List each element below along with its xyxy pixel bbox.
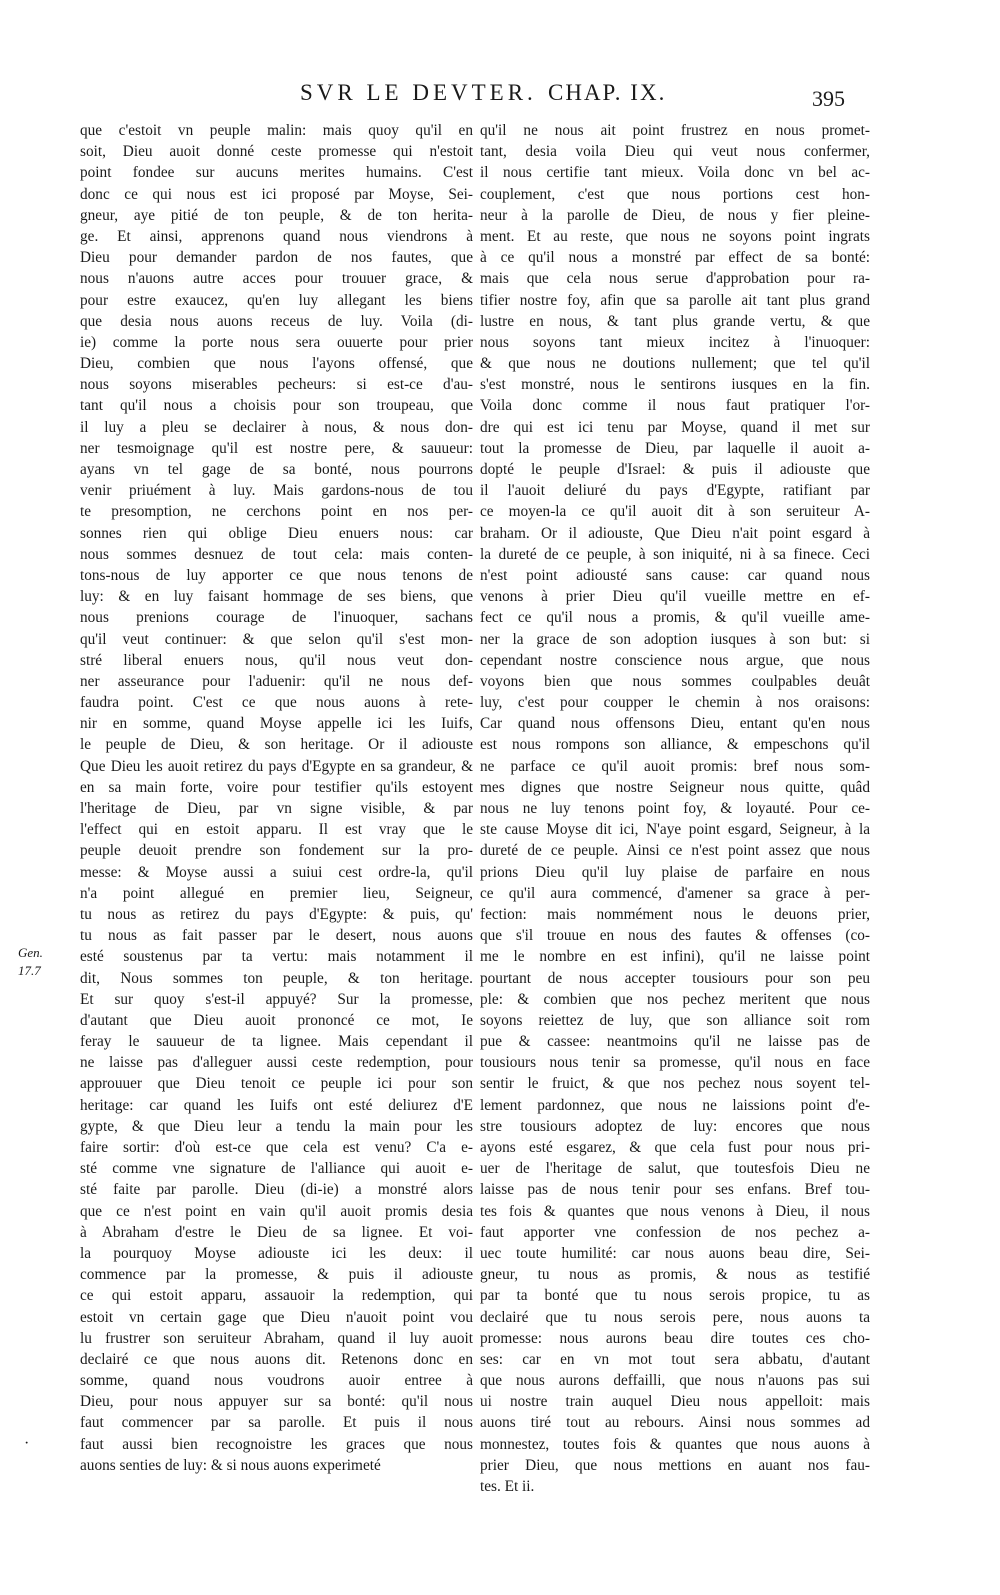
text-line: dopté le peuple d'Israel: & puis il adiouste que bbox=[480, 461, 870, 478]
text-line: est nous rompons son alliance, & empeschons qu'il bbox=[480, 736, 870, 754]
text-line: la pourquoy Moyse adiouste ici les deux: il bbox=[80, 1244, 473, 1262]
page-number: 395 bbox=[812, 86, 845, 111]
text-line: sté faite par parolle. Dieu (di-ie) a monstré alors bbox=[80, 1181, 473, 1199]
text-line: nous soyons miserables pecheurs: si est-ce d'au- bbox=[80, 376, 473, 394]
text-line: nous soyons tant mieux incitez à l'inuoquer: bbox=[480, 333, 870, 351]
text-line: faut apporter vne confession de nos pechez a- bbox=[480, 1223, 870, 1241]
margin-reference-book: Gen. bbox=[18, 945, 43, 960]
text-line: Dieu, combien que nous l'ayons offensé, que bbox=[80, 355, 473, 373]
text-line: nir en somme, quand Moyse appelle ici les Iuifs, bbox=[80, 715, 473, 733]
text-line: soit, Dieu auoit donné ceste promesse qui n'estoit bbox=[80, 143, 473, 161]
text-line: en sa main forte, voire pour testifier qu'ils estoyent bbox=[80, 778, 473, 796]
text-line: ment. Et au reste, que nous ne soyons point ingrats bbox=[480, 227, 870, 245]
text-line: que c'estoit vn peuple malin: mais quoy qu'il en bbox=[80, 122, 473, 139]
text-line: n'a point allegué en premier lieu, Seigneur, bbox=[80, 884, 473, 902]
text-line: declairé ce que nous auons dit. Retenons donc en bbox=[80, 1350, 473, 1368]
right-text-column bbox=[480, 120, 870, 1497]
text-line: Que Dieu les auoit retirez du pays d'Egypte en sa grandeur, & bbox=[80, 757, 473, 775]
text-line: faire sortir: d'où est-ce que cela est venu? C'a e- bbox=[80, 1139, 473, 1156]
text-line: estoit vn certain gage que Dieu n'auoit point vou bbox=[80, 1308, 473, 1326]
text-line: pourtant de nous accepter tousiours pour son peu bbox=[480, 969, 870, 987]
text-line: luy: & en luy faisant hommage de ses biens, que bbox=[80, 588, 473, 606]
text-line: feray le sauueur de ta lignee. Mais cependant il bbox=[80, 1033, 473, 1051]
text-line: sté comme vne signature de l'alliance qui auoit e- bbox=[80, 1160, 473, 1178]
chapter-heading: CHAP. IX. bbox=[548, 80, 667, 105]
text-line: ne parface ce qu'il auoit promis: bref nous som- bbox=[480, 757, 870, 775]
text-line: l'heritage de Dieu, par vn signe visible, & par bbox=[80, 800, 473, 817]
text-line: nous prenions courage de l'inuoquer, sachans bbox=[80, 609, 473, 627]
text-line: qu'il ne nous ait point frustrez en nous promet- bbox=[480, 122, 870, 139]
text-line: braham. Or il adiouste, Que Dieu n'ait point esgard à bbox=[480, 524, 870, 542]
text-line: somme, quand nous voudrons auoir entree à bbox=[80, 1372, 473, 1390]
text-line: stre tousiours adoptez de luy: encores que nous bbox=[480, 1117, 870, 1135]
text-line: tu nous as retirez du pays d'Egypte: & puis, qu' bbox=[80, 905, 473, 923]
text-line: sonnes rien qui oblige Dieu enuers nous: car bbox=[80, 524, 473, 542]
text-line: ner la grace de son adoption iusques à son but: si bbox=[480, 630, 870, 648]
text-line: s'est monstré, nous le sentirons iusques en la fin. bbox=[480, 376, 870, 394]
text-line: pour estre exaucez, qu'en luy allegant les biens bbox=[80, 291, 473, 309]
text-line: que nous aurons deffailli, que nous n'auons pas sui bbox=[480, 1372, 870, 1390]
text-line: esté soustenus par ta vertu: mais notamment il bbox=[80, 948, 473, 966]
text-line: par ta bonté que tu nous serois propice, tu as bbox=[480, 1287, 870, 1305]
left-text-column bbox=[80, 120, 473, 1476]
text-line: d'autant que Dieu auoit prononcé ce mot, Ie bbox=[80, 1011, 473, 1029]
text-line: gypte, & que Dieu leur a tendu la main pour les bbox=[80, 1117, 473, 1135]
text-line: ce qui estoit apparu, assauoir la redemption, qui bbox=[80, 1287, 473, 1305]
text-line: Et sur quoy s'est-il appuyé? Sur la promesse, bbox=[80, 990, 473, 1008]
text-line: Dieu pour demander pardon de nos fautes, que bbox=[80, 249, 473, 267]
text-line: l'effect qui en estoit apparu. Il est vray que le bbox=[80, 821, 473, 839]
text-line: ge. Et ainsi, apprenons quand nous viendrons à bbox=[80, 227, 473, 245]
margin-reference-verse: 17.7 bbox=[18, 963, 41, 978]
text-line: cependant nostre conscience nous argue, que nous bbox=[480, 651, 870, 669]
text-line: lement pardonnez, que nous ne laissions point d'e- bbox=[480, 1096, 870, 1114]
running-title: SVR LE DEVTER. bbox=[300, 80, 537, 105]
text-line: il l'auoit deliuré du pays d'Egypte, ratifiant par bbox=[480, 482, 870, 500]
text-line: uer de l'heritage de salut, que toutesfois Dieu ne bbox=[480, 1160, 870, 1178]
text-line: auons senties de luy: & si nous auons experimeté bbox=[80, 1456, 381, 1474]
text-line: tes. Et ii. bbox=[480, 1478, 535, 1495]
text-line: luy, c'est pour coupper le chemin à nos oraisons: bbox=[480, 694, 870, 712]
text-line: voyons bien que nous sommes coulpables deuât bbox=[480, 672, 870, 690]
text-line: prions Dieu qu'il luy plaise de parfaire en nous bbox=[480, 863, 870, 881]
text-line: neur à la parolle de Dieu, de nous y fier pleine- bbox=[480, 206, 870, 224]
text-line: me le nombre en est infini), qu'il ne laisse point bbox=[480, 948, 870, 966]
text-line: mais que cela nous serue d'approbation pour ra- bbox=[480, 270, 870, 288]
text-line: ne laisse pas d'alleguer aussi ceste redemption, pour bbox=[80, 1054, 473, 1072]
text-line: ste cause Moyse dit ici, N'aye point esgard, Seigneur, à la bbox=[480, 821, 870, 839]
text-line: gneur, tu nous as promis, & nous as testifié bbox=[480, 1266, 870, 1284]
margin-mark: · bbox=[24, 1435, 30, 1452]
text-line: soyons reiettez de luy, que son alliance soit rom bbox=[480, 1011, 870, 1029]
text-line: que desia nous auons receus de luy. Voila (di- bbox=[80, 312, 473, 330]
text-line: nous sommes desnuez de tout cela: mais conten- bbox=[80, 545, 473, 563]
text-line: venons à prier Dieu qu'il vueille mettre en ef- bbox=[480, 588, 870, 606]
text-line: dre qui est ici tenu par Moyse, quand il met sur bbox=[480, 418, 870, 436]
text-line: faudra point. C'est ce que nous auons à rete- bbox=[80, 694, 473, 712]
text-line: tons-nous de luy apporter ce que nous tenons de bbox=[80, 566, 473, 584]
text-line: tifier nostre foy, afin que sa parolle ait tant plus grand bbox=[480, 291, 870, 309]
text-line: venir priuément à luy. Mais gardons-nous de tou bbox=[80, 482, 473, 500]
text-line: nous n'auons autre acces pour trouuer grace, & bbox=[80, 270, 473, 288]
text-line: monnestez, toutes fois & quantes que nous auons à bbox=[480, 1435, 870, 1453]
text-line: ner tesmoignage qu'il est nostre pere, & sauueur: bbox=[80, 439, 473, 457]
text-line: lu frustrer son seruiteur Abraham, quand il luy auoit bbox=[80, 1329, 473, 1347]
text-line: ses: car en vn mot tout sera abbatu, d'autant bbox=[480, 1350, 870, 1368]
text-line: commence par la promesse, & puis il adiouste bbox=[80, 1266, 473, 1284]
text-line: qu'il veut continuer: & que selon qu'il s'est mon- bbox=[80, 630, 473, 648]
text-line: tu nous as fait passer par le desert, nous auons bbox=[80, 927, 473, 945]
text-line: couplement, c'est que nous portions cest hon- bbox=[480, 185, 870, 203]
text-line: nous ne luy tenons point foy, & loyauté. Pour ce- bbox=[480, 800, 870, 817]
text-line: n'est point adiousté sans cause: car quand nous bbox=[480, 566, 870, 584]
text-line: & que nous ne doutions nullement; que tel qu'il bbox=[480, 355, 870, 373]
text-line: ner asseurance pour l'aduenir: qu'il ne nous def- bbox=[80, 672, 473, 690]
text-line: fection: mais nommément nous le deuons prier, bbox=[480, 905, 870, 923]
text-line: ayons esté esgarez, & que cela fust pour nous pri- bbox=[480, 1139, 870, 1156]
text-line: point fondee sur aucuns merites humains. C'est bbox=[80, 164, 473, 182]
text-line: pue & cassee: neantmoins qu'il ne laisse pas de bbox=[480, 1033, 870, 1051]
text-line: uec toute humilité: car nous auons beau dire, Sei- bbox=[480, 1244, 870, 1262]
text-line: la dureté de ce peuple, à son iniquité, ni à sa finece. Ceci bbox=[480, 545, 870, 563]
text-line: te presomption, ne cerchons point en nos per- bbox=[80, 503, 473, 521]
text-line: faut commencer par sa parolle. Et puis il nous bbox=[80, 1414, 473, 1432]
text-line: laisse pas de nous tenir pour ses enfans. Bref tou- bbox=[480, 1181, 870, 1199]
text-line: à Abraham d'estre le Dieu de sa lignee. Et voi- bbox=[80, 1223, 473, 1241]
text-line: ce moyen-la ce qu'il auoit dit à son seruiteur A- bbox=[480, 503, 870, 521]
text-line: il luy a pleu se declairer à nous, & nous don- bbox=[80, 418, 473, 436]
text-line: approuuer que Dieu tenoit ce peuple ici pour son bbox=[80, 1075, 473, 1093]
text-line: que ce n'est point en vain qu'il auoit promis desia bbox=[80, 1202, 473, 1220]
text-line: faut aussi bien recognoistre les graces que nous bbox=[80, 1435, 473, 1453]
text-line: ple: & combien que nos pechez meritent que nous bbox=[480, 990, 870, 1008]
text-line: stré liberal enuers nous, qu'il nous veut don- bbox=[80, 651, 473, 669]
text-line: Dieu, pour nous appuyer sur sa bonté: qu'il nous bbox=[80, 1393, 473, 1411]
text-line: sentir le fruict, & que nos pechez nous soyent tel- bbox=[480, 1075, 870, 1093]
text-line: heritage: car quand les Iuifs ont esté deliurez d'E bbox=[80, 1096, 473, 1114]
text-line: Car quand nous offensons Dieu, entant qu'en nous bbox=[480, 715, 870, 733]
text-line: tout la promesse de Dieu, par laquelle il auoit a- bbox=[480, 439, 870, 457]
text-line: ce qu'il aura commencé, d'amener sa grace à per- bbox=[480, 884, 870, 902]
text-line: lustre en nous, & tant plus grande vertu, & que bbox=[480, 312, 870, 330]
text-line: à ce qu'il nous a monstré par effect de sa bonté: bbox=[480, 249, 870, 267]
text-line: dureté de ce peuple. Ainsi ce n'est point assez que nous bbox=[480, 842, 870, 860]
text-line: tant qu'il nous a choisis pour son troupeau, que bbox=[80, 397, 473, 415]
text-line: donc ce qui nous est ici proposé par Moyse, Sei- bbox=[80, 185, 473, 203]
text-line: Voila donc comme il nous faut pratiquer l'or- bbox=[480, 397, 870, 415]
text-line: peuple deuoit prendre son fondement sur la pro- bbox=[80, 842, 473, 860]
text-line: prier Dieu, que nous mettions en auant nos fau- bbox=[480, 1456, 870, 1474]
running-header bbox=[300, 80, 820, 114]
text-line: ie) comme la porte nous sera ouuerte pour prier bbox=[80, 333, 473, 351]
text-line: tes fois & quantes que nous venons à Dieu, il nous bbox=[480, 1202, 870, 1220]
text-line: fect ce qu'il nous a promis, & qu'il vueille ame- bbox=[480, 609, 870, 627]
margin-reference bbox=[18, 944, 68, 980]
text-line: tousiours nous tenir sa promesse, qu'il nous en face bbox=[480, 1054, 870, 1072]
text-line: ayans vn tel gage de sa bonté, nous pourrons bbox=[80, 461, 473, 478]
text-line: le peuple de Dieu, & son heritage. Or il adiouste bbox=[80, 736, 473, 754]
text-line: promesse: nous aurons beau dire toutes ces cho- bbox=[480, 1329, 870, 1347]
text-line: ui nostre train auquel Dieu nous appelloit: mais bbox=[480, 1393, 870, 1411]
text-line: il nous certifie tant mieux. Voila donc vn bel ac- bbox=[480, 164, 870, 182]
text-line: dit, Nous sommes ton peuple, & ton heritage. bbox=[80, 969, 473, 987]
text-line: mes dignes que nostre Seigneur nous quitte, quâd bbox=[480, 778, 870, 796]
text-line: declairé que tu nous serois pere, nous auons ta bbox=[480, 1308, 870, 1326]
text-line: messe: & Moyse aussi a suiui cest ordre-la, qu'il bbox=[80, 863, 473, 881]
text-line: gneur, aye pitié de ton peuple, & de ton herita- bbox=[80, 206, 473, 224]
text-line: que s'il trouue en nous des fautes & offenses (co- bbox=[480, 927, 870, 945]
text-line: auons tiré tout au rebours. Ainsi nous sommes ad bbox=[480, 1414, 870, 1432]
text-line: tant, desia voila Dieu qui veut nous confermer, bbox=[480, 143, 870, 161]
